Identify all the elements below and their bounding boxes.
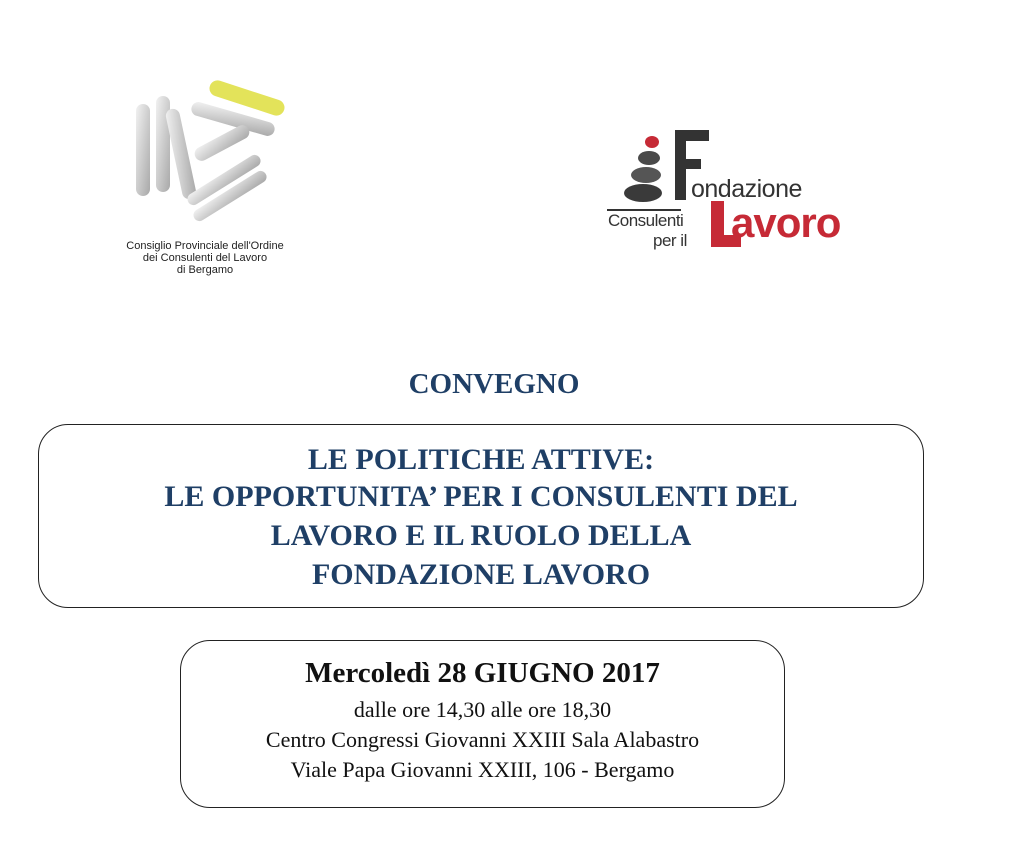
- event-time: dalle ore 14,30 alle ore 18,30: [353, 697, 612, 722]
- title-line: LE OPPORTUNITA’ PER I CONSULENTI DEL: [164, 480, 798, 513]
- ordine-caption-line: di Bergamo: [176, 264, 234, 276]
- fondazione-lavoro-logo: [605, 125, 895, 255]
- ordine-logo-caption: [100, 240, 310, 276]
- title-line: LAVORO E IL RUOLO DELLA: [270, 519, 692, 552]
- ordine-caption-line: dei Consulenti del Lavoro: [142, 252, 268, 264]
- event-address: Viale Papa Giovanni XXIII, 106 - Bergamo: [290, 757, 675, 782]
- logo-word-fondazione: ondazione: [691, 175, 802, 203]
- title-box: [38, 424, 924, 608]
- ordine-logo-mark: [130, 78, 290, 228]
- logo-word-consulenti: Consulenti: [608, 211, 684, 230]
- ordine-logo: [100, 78, 310, 288]
- ordine-caption-line: Consiglio Provinciale dell'Ordine: [126, 240, 284, 252]
- title-line: LE POLITICHE ATTIVE:: [307, 443, 655, 476]
- logo-word-avoro: avoro: [731, 199, 841, 246]
- event-details-box: [180, 640, 785, 808]
- event-date: Mercoledì 28 GIUGNO 2017: [305, 657, 660, 689]
- logo-word-per-il: per il: [653, 231, 687, 250]
- event-heading: CONVEGNO: [408, 368, 580, 400]
- title-line: FONDAZIONE LAVORO: [311, 558, 651, 591]
- event-venue: Centro Congressi Giovanni XXIII Sala Alabastro: [265, 727, 700, 752]
